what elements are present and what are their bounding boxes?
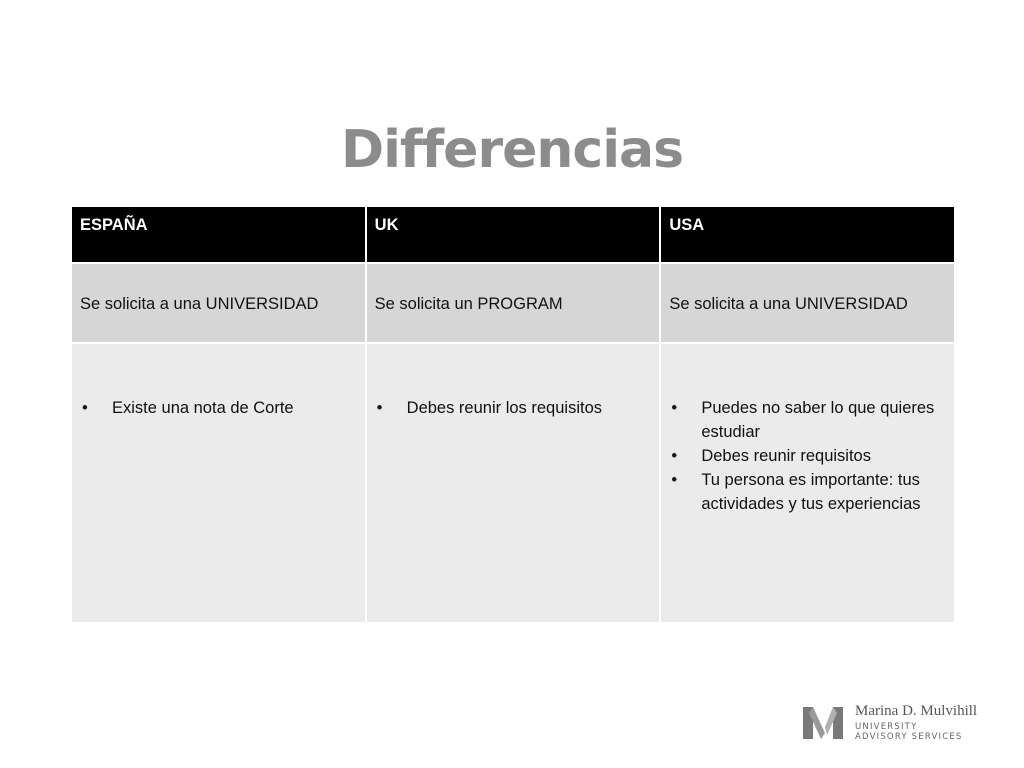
bullet-list bbox=[80, 396, 357, 420]
logo-subtitle-line1: UNIVERSITY bbox=[855, 722, 918, 732]
list-item bbox=[669, 468, 946, 516]
header-usa: USA bbox=[660, 206, 955, 263]
slide-title: Differencias bbox=[340, 120, 684, 180]
list-item bbox=[80, 396, 357, 420]
list-item bbox=[669, 444, 946, 468]
list-item-text: Debes reunir los requisitos bbox=[406, 399, 602, 417]
bullet-icon: • bbox=[671, 471, 678, 489]
cell-espana-details bbox=[71, 343, 366, 623]
bullet-icon: • bbox=[671, 399, 678, 417]
bullet-icon: • bbox=[671, 447, 678, 465]
list-item bbox=[669, 396, 946, 444]
bullet-icon: • bbox=[82, 399, 88, 417]
table-row bbox=[71, 263, 955, 343]
bullet-list bbox=[669, 396, 946, 516]
list-item bbox=[375, 396, 652, 420]
logo-name: Marina D. Mulvihill bbox=[855, 703, 978, 719]
list-item-text: Debes reunir requisitos bbox=[701, 447, 871, 465]
cell-usa-details bbox=[660, 343, 955, 623]
header-uk: UK bbox=[366, 206, 661, 263]
list-item-text: Tu persona es importante: tus actividades y tus experiencias bbox=[701, 471, 921, 513]
cell-espana-solicita: Se solicita a una UNIVERSIDAD bbox=[71, 263, 366, 343]
cell-uk-solicita: Se solicita un PROGRAM bbox=[366, 263, 661, 343]
table-header-row bbox=[71, 206, 955, 263]
list-item-text: Existe una nota de Corte bbox=[112, 399, 294, 417]
company-logo bbox=[803, 703, 983, 743]
list-item-text: Puedes no saber lo que quieres estudiar bbox=[701, 399, 935, 441]
logo-subtitle-line2: ADVISORY SERVICES bbox=[855, 732, 963, 742]
table-row bbox=[71, 343, 955, 623]
header-espana: ESPAÑA bbox=[71, 206, 366, 263]
cell-usa-solicita: Se solicita a una UNIVERSIDAD bbox=[660, 263, 955, 343]
comparison-table bbox=[70, 205, 956, 624]
bullet-list bbox=[375, 396, 652, 420]
logo-m-icon bbox=[803, 705, 847, 741]
bullet-icon: • bbox=[376, 399, 383, 417]
cell-uk-details bbox=[366, 343, 661, 623]
